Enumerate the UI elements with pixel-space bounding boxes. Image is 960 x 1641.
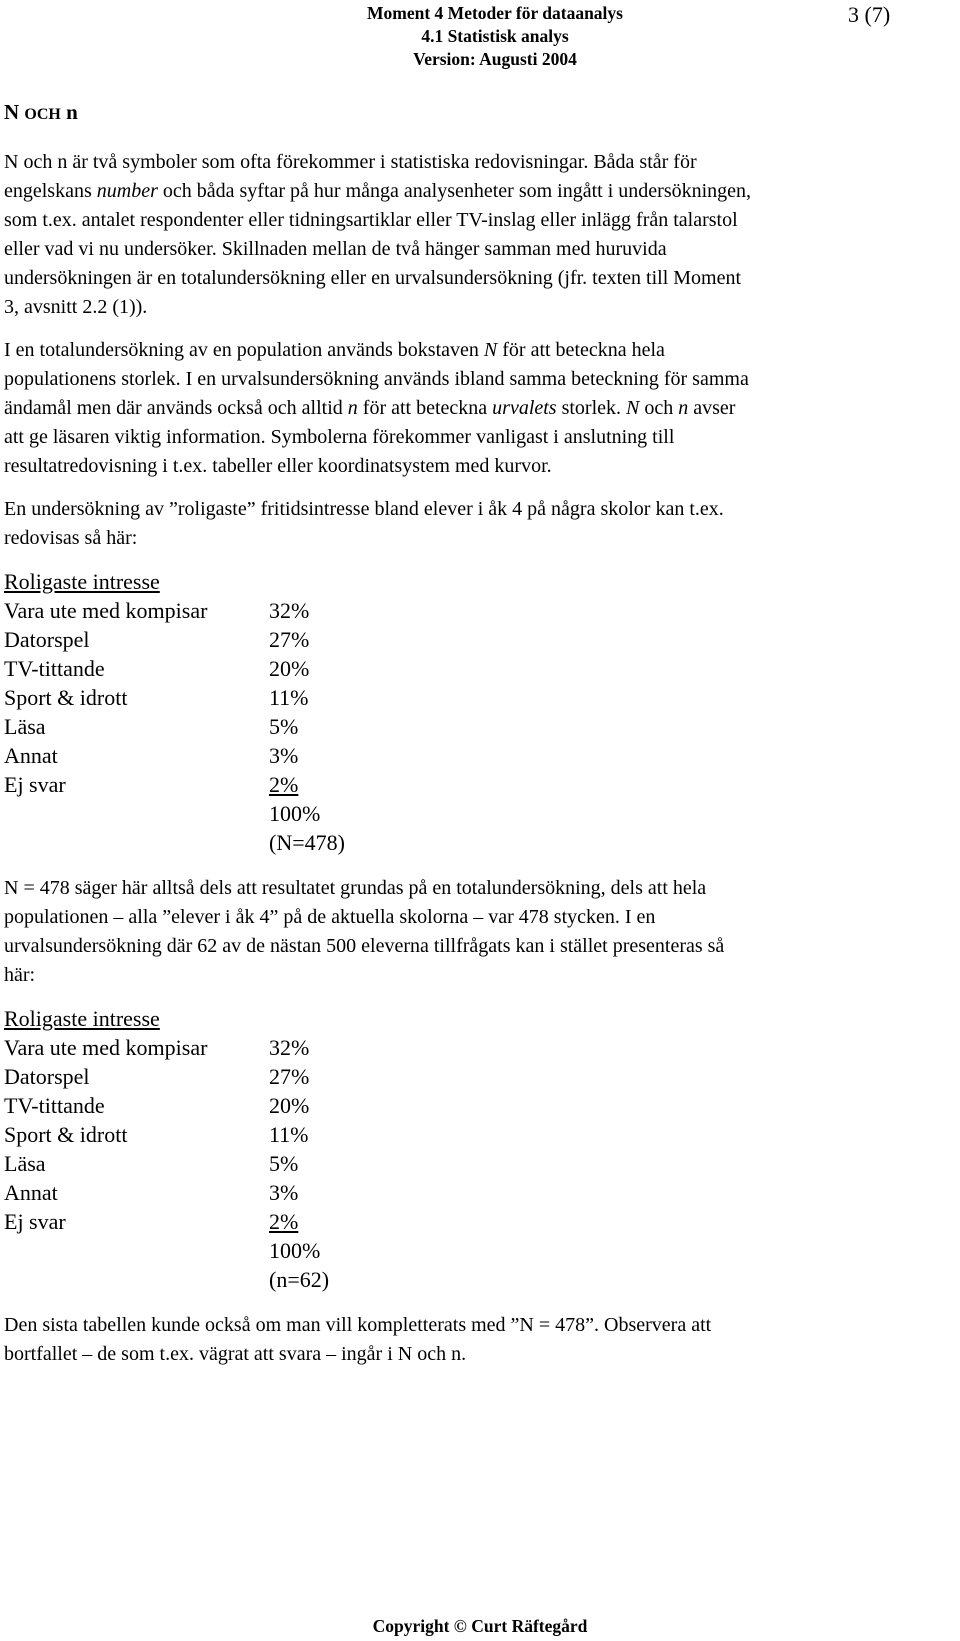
text-line: populationens storlek. I en urvalsundersökning används ibland samma beteckning för samma — [4, 368, 749, 390]
table-row: Annat 3% — [4, 743, 299, 768]
header-section-title: 4.1 Statistisk analys — [421, 26, 569, 46]
heading-och: OCH — [24, 106, 61, 123]
heading-small-n: n — [66, 100, 78, 124]
section-heading — [4, 100, 78, 125]
table-title: Roligaste intresse — [4, 569, 160, 594]
document-body — [4, 148, 944, 1383]
table-total-row: 100% — [269, 1238, 321, 1263]
text-line: att ge läsaren viktig information. Symbolerna förekommer vanligast i anslutning till — [4, 426, 675, 448]
emphasis-number: number — [96, 180, 158, 202]
table-row: Läsa 5% — [4, 1151, 299, 1176]
text-line: här: — [4, 964, 36, 986]
copyright-footer: Copyright © Curt Räftegård — [372, 1616, 588, 1636]
text-line: N och n är två symboler som ofta förekommer i statistiska redovisningar. Båda står för — [4, 151, 697, 173]
text-line: eller vad vi nu undersöker. Skillnaden mellan de två hänger samman med huruvida — [4, 238, 667, 260]
text-line: 3, avsnitt 2.2 (1)). — [4, 296, 148, 318]
results-table-sample — [4, 1004, 329, 1294]
table-row: TV-tittande 20% — [4, 656, 310, 681]
text-line: populationen – alla ”elever i åk 4” på de aktuella skolorna – var 478 stycken. I en — [4, 906, 656, 928]
text-line: urvalsundersökning där 62 av de nästan 500 eleverna tillfrågats kan i stället presenteras så — [4, 935, 725, 957]
header-course-title: Moment 4 Metoder för dataanalys — [367, 3, 623, 23]
header-title-block — [300, 2, 690, 71]
table-row: Vara ute med kompisar 32% — [4, 1035, 310, 1060]
table-row: Sport & idrott 11% — [4, 1122, 309, 1147]
text-line: bortfallet – de som t.ex. vägrat att svara – ingår i N och n. — [4, 1343, 467, 1365]
text-line: redovisas så här: — [4, 527, 138, 549]
table-title: Roligaste intresse — [4, 1006, 160, 1031]
table-row: Ej svar 2% — [4, 772, 299, 797]
paragraph-total-vs-sample — [4, 336, 944, 481]
page-header — [0, 2, 960, 72]
paragraph-intro — [4, 148, 944, 322]
text-line: ändamål men där används också och alltid n för att beteckna urvalets storlek. N och n avser — [4, 397, 736, 419]
header-version: Version: Augusti 2004 — [413, 49, 577, 69]
text-line: undersökningen är en totalundersökning eller en urvalsundersökning (jfr. texten till Moment — [4, 267, 742, 289]
table-row: Datorspel 27% — [4, 627, 310, 652]
results-table-total — [4, 567, 345, 857]
paragraph-closing — [4, 1311, 944, 1369]
table-n-row: (n=62) — [269, 1267, 330, 1292]
table-n-row: (N=478) — [269, 830, 345, 855]
table-row: Ej svar 2% — [4, 1209, 299, 1234]
table-row: Sport & idrott 11% — [4, 685, 309, 710]
text-line: N = 478 säger här alltså dels att resultatet grundas på en totalundersökning, dels att hela — [4, 877, 707, 899]
paragraph-explanation — [4, 874, 944, 990]
paragraph-example-intro — [4, 495, 944, 553]
text-line: resultatredovisning i t.ex. tabeller eller koordinatsystem med kurvor. — [4, 455, 552, 477]
table-row: Läsa 5% — [4, 714, 299, 739]
text-line: En undersökning av ”roligaste” fritidsintresse bland elever i åk 4 på några skolor kan t.ex. — [4, 498, 724, 520]
text-line: som t.ex. antalet respondenter eller tidningsartiklar eller TV-inslag eller inlägg från talarstol — [4, 209, 738, 231]
table-row: Annat 3% — [4, 1180, 299, 1205]
table-row: Datorspel 27% — [4, 1064, 310, 1089]
text-line: Den sista tabellen kunde också om man vill kompletterats med ”N = 478”. Observera att — [4, 1314, 712, 1336]
text-line: engelskans number och båda syftar på hur många analysenheter som ingått i undersökningen, — [4, 180, 752, 202]
heading-big-n: N — [4, 100, 20, 124]
table-total-row: 100% — [269, 801, 321, 826]
page-number: 3 (7) — [848, 2, 891, 27]
table-row: Vara ute med kompisar 32% — [4, 598, 310, 623]
table-row: TV-tittande 20% — [4, 1093, 310, 1118]
text-line: I en totalundersökning av en population används bokstaven N för att beteckna hela — [4, 339, 665, 361]
